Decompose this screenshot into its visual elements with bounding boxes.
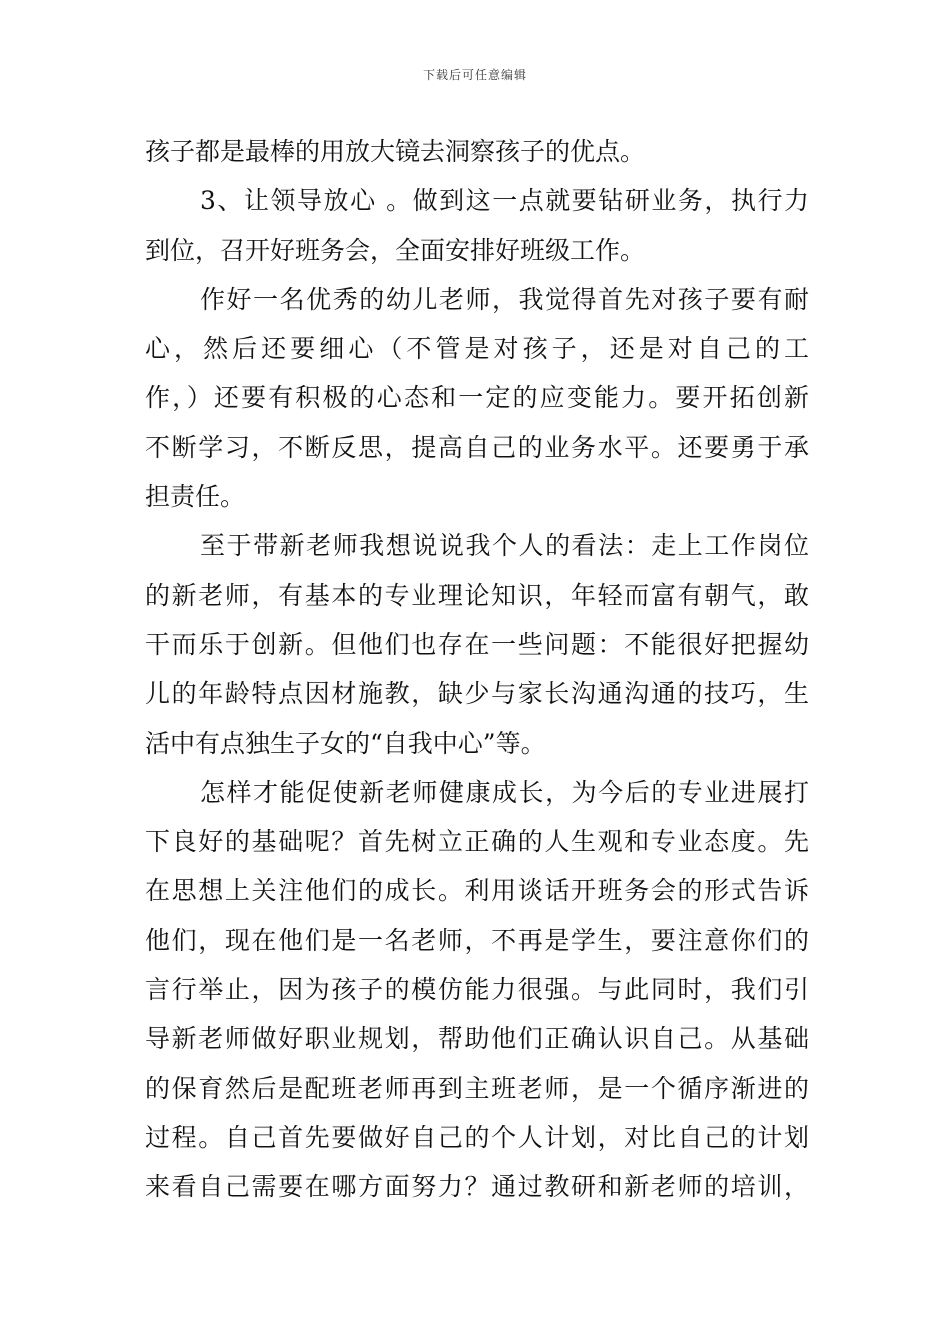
text-line: 的新老师，有基本的专业理论知识，年轻而富有朝气，敢 bbox=[145, 580, 809, 610]
text-line: 来看自己需要在哪方面努力？通过教研和新老师的培训， bbox=[145, 1172, 809, 1202]
text-line: 过程。自己首先要做好自己的个人计划，对比自己的计划 bbox=[145, 1122, 809, 1152]
text-line: 在思想上关注他们的成长。利用谈话开班务会的形式告诉 bbox=[145, 876, 809, 906]
text-line: 作好一名优秀的幼儿老师，我觉得首先对孩子要有耐 bbox=[200, 284, 809, 314]
text-line: 不断学习，不断反思，提高自己的业务水平。还要勇于承 bbox=[145, 432, 809, 462]
text-line: 3、让领导放心 。做到这一点就要钻研业务，执行力 bbox=[200, 186, 809, 216]
text-line: 作，）还要有积极的心态和一定的应变能力。要开拓创新 bbox=[145, 383, 809, 413]
document-body bbox=[145, 127, 809, 1212]
text-line: 言行举止，因为孩子的模仿能力很强。与此同时，我们引 bbox=[145, 975, 809, 1005]
text-line: 儿的年龄特点因材施教，缺少与家长沟通沟通的技巧，生 bbox=[145, 679, 809, 709]
text-line: 怎样才能促使新老师健康成长，为今后的专业进展打 bbox=[200, 777, 809, 807]
text-line: 导新老师做好职业规划，帮助他们正确认识自己。从基础 bbox=[145, 1024, 809, 1054]
text-line: 他们，现在他们是一名老师，不再是学生，要注意你们的 bbox=[145, 925, 809, 955]
text-line: 担责任。 bbox=[145, 482, 246, 512]
page-header-note: 下载后可任意编辑 bbox=[422, 68, 527, 82]
text-line: 孩子都是最棒的用放大镜去洞察孩子的优点。 bbox=[145, 137, 646, 166]
text-line: 到位，召开好班务会，全面安排好班级工作。 bbox=[145, 235, 646, 265]
text-line: 心，然后还要细心（不管是对孩子，还是对自己的工 bbox=[145, 334, 809, 364]
text-line: 活中有点独生子女的“自我中心”等。 bbox=[145, 728, 546, 758]
text-line: 下良好的基础呢？首先树立正确的人生观和专业态度。先 bbox=[145, 827, 809, 857]
text-line: 干而乐于创新。但他们也存在一些问题：不能很好把握幼 bbox=[145, 629, 809, 659]
text-line: 的保育然后是配班老师再到主班老师，是一个循序渐进的 bbox=[145, 1073, 809, 1103]
text-line: 至于带新老师我想说说我个人的看法：走上工作岗位 bbox=[200, 531, 809, 561]
